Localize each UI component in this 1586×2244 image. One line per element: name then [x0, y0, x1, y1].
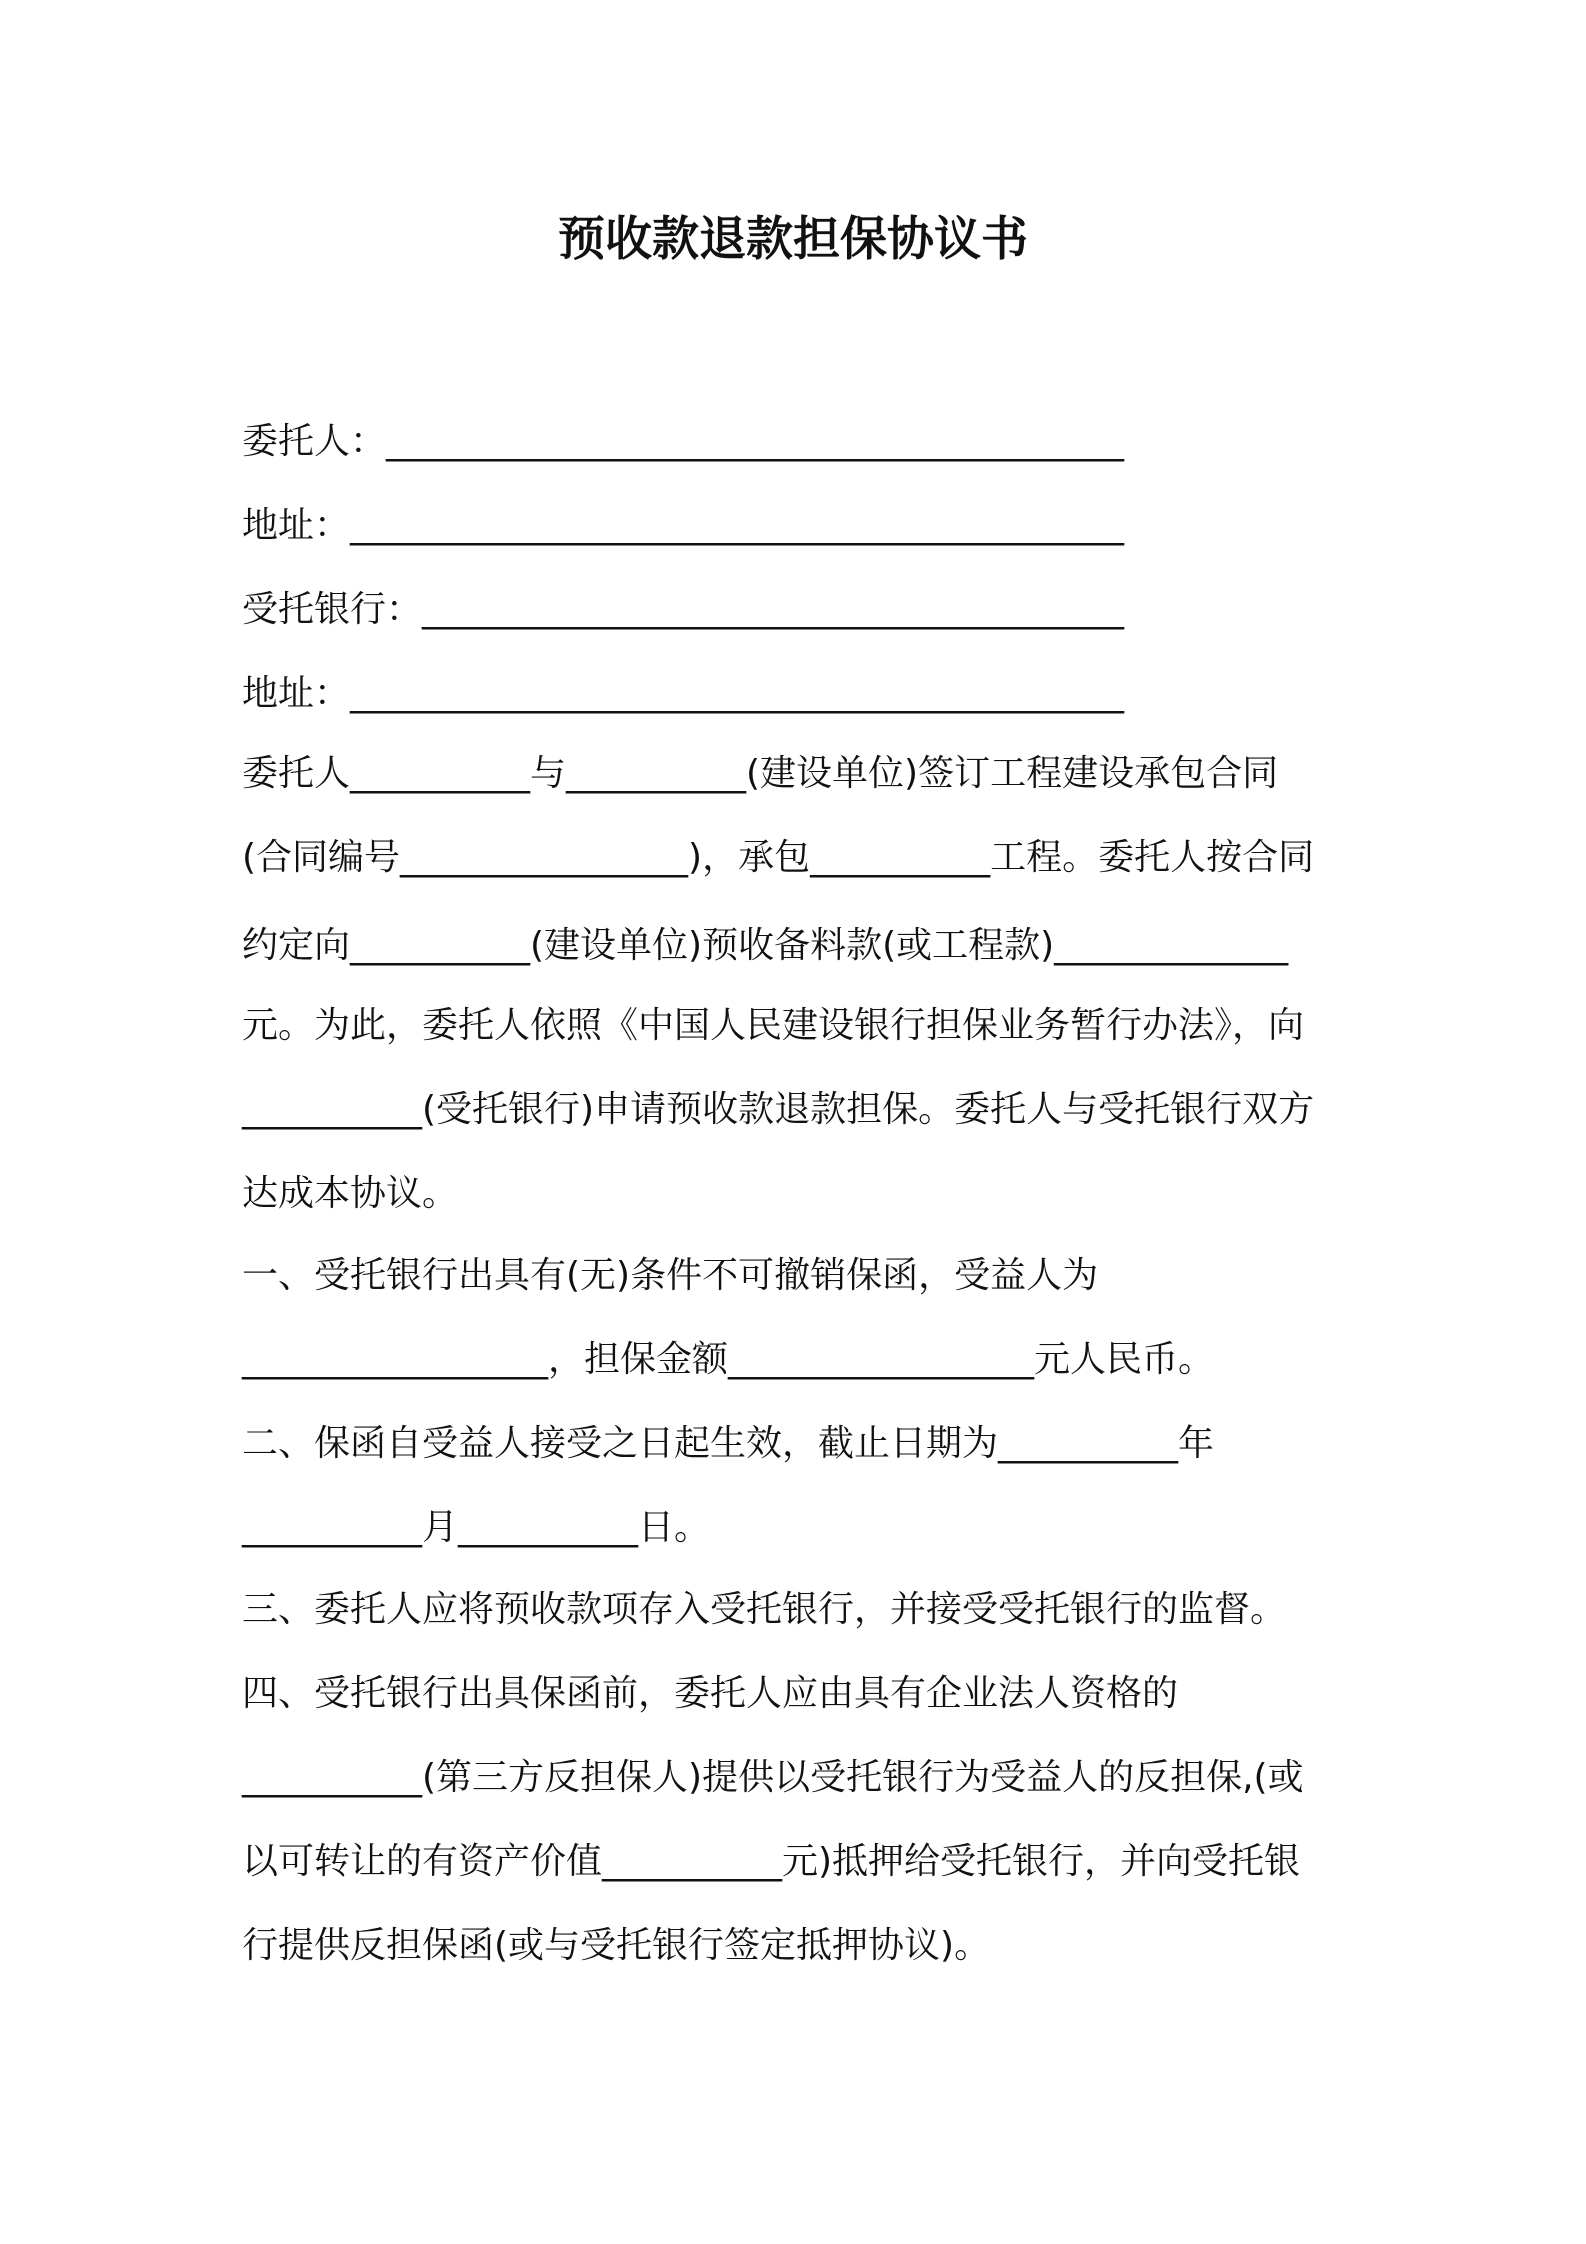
preamble-line: 约定向__________(建设单位)预收备料款(或工程款)_____________: [242, 925, 1289, 966]
field-trustee-bank-address: 地址：___________________________________________: [242, 673, 1125, 714]
clause-one: 一、受托银行出具有(无)条件不可撤销保函，受益人为: [242, 1255, 1099, 1296]
clause-four-continued: 行提供反担保函(或与受托银行签定抵押协议)。: [242, 1925, 991, 1966]
preamble-line: 委托人__________与__________(建设单位)签订工程建设承包合同: [242, 753, 1279, 794]
preamble-line: __________(受托银行)申请预收款退款担保。委托人与受托银行双方: [242, 1089, 1315, 1130]
field-principal: 委托人：_________________________________________: [242, 421, 1125, 462]
clause-two-continued: __________月__________日。: [242, 1507, 711, 1548]
preamble-line: 达成本协议。: [242, 1173, 459, 1214]
field-principal-address: 地址：___________________________________________: [242, 505, 1125, 546]
clause-four-continued: 以可转让的有资产价值__________元)抵押给受托银行，并向受托银: [242, 1841, 1301, 1882]
clause-three: 三、委托人应将预收款项存入受托银行，并接受受托银行的监督。: [242, 1589, 1287, 1630]
preamble-line: 元。为此，委托人依照《中国人民建设银行担保业务暂行办法》，向: [242, 1005, 1305, 1046]
clause-four: 四、受托银行出具保函前，委托人应由具有企业法人资格的: [242, 1673, 1179, 1714]
preamble-line: (合同编号________________)，承包__________工程。委托人按合同: [242, 837, 1315, 878]
document-title: 预收款退款担保协议书: [558, 212, 1028, 267]
clause-one-continued: _________________，担保金额_________________元人民币。: [242, 1339, 1215, 1380]
clause-four-continued: __________(第三方反担保人)提供以受托银行为受益人的反担保,(或: [242, 1757, 1304, 1798]
field-trustee-bank: 受托银行：_______________________________________: [242, 589, 1125, 630]
clause-two: 二、保函自受益人接受之日起生效，截止日期为__________年: [242, 1423, 1215, 1464]
